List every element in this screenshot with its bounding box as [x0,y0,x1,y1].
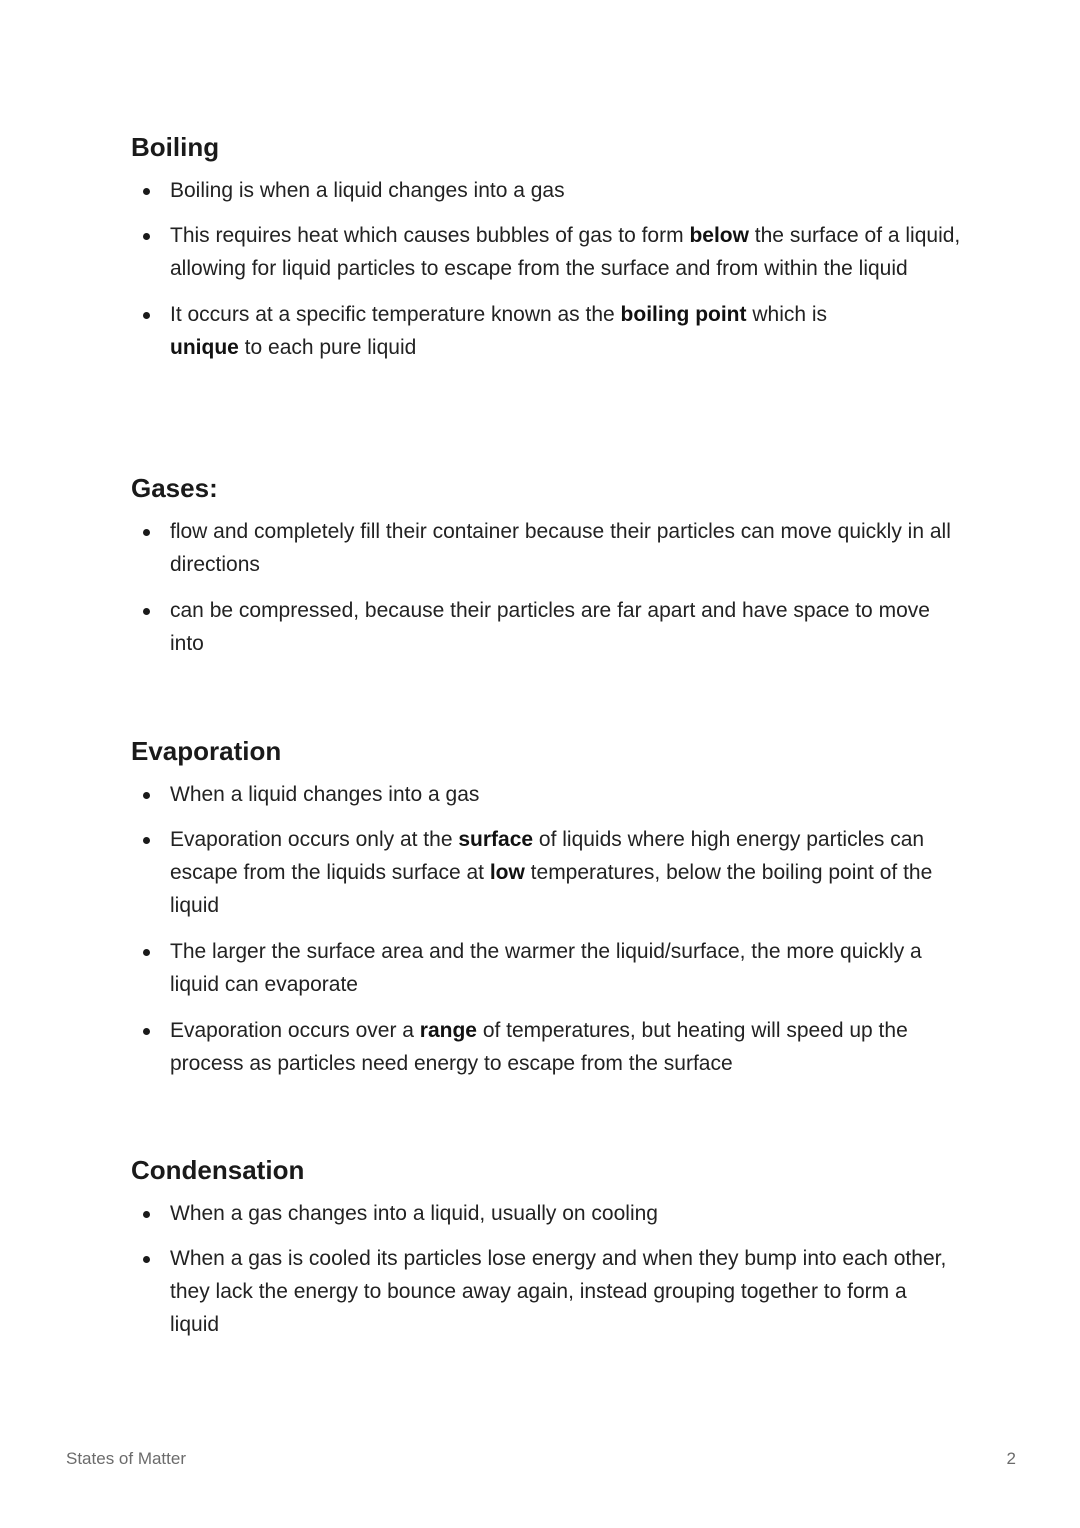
boiling-heading: Boiling [131,132,220,162]
list-item: flow and completely fill their container because their particles can move quickly in all directions [131,515,961,581]
page-number: 2 [1006,1449,1016,1468]
section-evaporation [131,736,961,1080]
section-condensation [131,1155,961,1341]
list-item: Evaporation occurs over a range of temperatures, but heating will speed up the process as particles need energy to escape from the surface [131,1014,961,1080]
list-item: can be compressed, because their particles are far apart and have space to move into [131,594,961,660]
list-item: Evaporation occurs only at the surface of liquids where high energy particles can escape from the liquids surface at low temperatures, below the boiling point of the liquid [131,823,961,922]
gases-heading: Gases: [131,473,218,503]
boiling-list [131,174,961,364]
condensation-heading: Condensation [131,1155,305,1185]
list-item: When a gas is cooled its particles lose energy and when they bump into each other, they lack the energy to bounce away again, instead grouping together to form a liquid [131,1242,961,1341]
list-item: This requires heat which causes bubbles of gas to form below the surface of a liquid, allowing for liquid particles to escape from the surface and from within the liquid [131,219,961,285]
section-gases [131,473,961,660]
evaporation-heading: Evaporation [131,736,282,766]
list-item: When a gas changes into a liquid, usually on cooling [131,1197,961,1230]
gases-list [131,515,961,660]
list-item: It occurs at a specific temperature known as the boiling point which is unique to each pure liquid [131,298,850,364]
condensation-list [131,1197,961,1341]
list-item: Boiling is when a liquid changes into a gas [131,174,961,207]
evaporation-list [131,778,961,1080]
footer-title: States of Matter [66,1449,186,1468]
section-boiling [131,132,961,364]
list-item: When a liquid changes into a gas [131,778,961,811]
list-item: The larger the surface area and the warmer the liquid/surface, the more quickly a liquid can evaporate [131,935,961,1001]
